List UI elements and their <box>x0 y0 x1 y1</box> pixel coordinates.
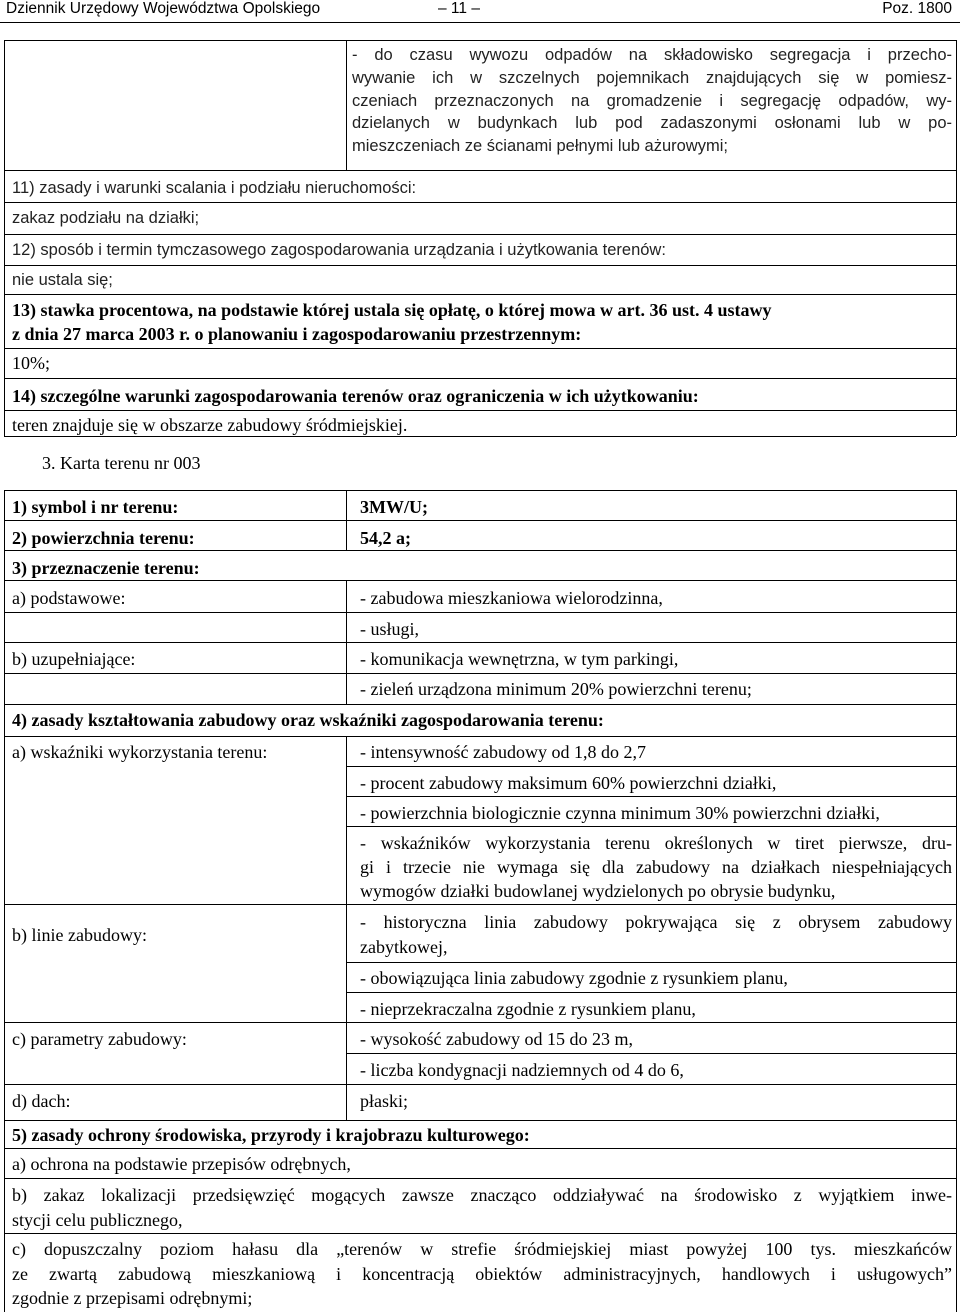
page-number: – 11 – <box>438 0 480 17</box>
item-14-heading: 14) szczególne warunki zagospodarowania terenów oraz ograniczenia w ich użytkowaniu: <box>12 386 699 406</box>
symbol-label: 1) symbol i nr terenu: <box>12 497 179 517</box>
environment-b-line1: b) zakaz lokalizacji przedsięwzięć mogących zawsze znacząco oddziaływać na środowisko z wyjątkiem inwe- <box>12 1185 952 1205</box>
row-divider <box>4 904 956 905</box>
row-divider <box>4 642 956 643</box>
parameters-label: c) parametry zabudowy: <box>12 1029 187 1049</box>
row-divider <box>4 736 956 737</box>
supplementary-value-1: - komunikacja wewnętrzna, w tym parkingi, <box>360 649 679 669</box>
item-11-heading: 11) zasady i warunki scalania i podziału nieruchomości: <box>12 179 417 197</box>
page-header <box>0 0 960 22</box>
building-line-1-a: - historyczna linia zabudowy pokrywająca się z obrysem zabudowy <box>360 912 952 932</box>
row-divider <box>4 1148 956 1149</box>
rules-heading: 4) zasady kształtowania zabudowy oraz wskaźniki zagospodarowania terenu: <box>12 710 604 730</box>
row-divider <box>4 1022 956 1023</box>
environment-c-line1: c) dopuszczalny poziom hałasu dla „terenów w strefie śródmiejskiej miast powyżej 100 tys. mieszkańców <box>12 1239 952 1259</box>
row-divider <box>4 294 956 295</box>
journal-title: Dziennik Urzędowy Województwa Opolskiego <box>6 0 321 17</box>
paragraph-line: mieszczeniach ze ścianami pełnymi lub ażurowymi; <box>352 137 728 156</box>
supplementary-label: b) uzupełniające: <box>12 649 136 669</box>
indicators-label: a) wskaźniki wykorzystania terenu: <box>12 742 268 762</box>
table-border-bottom <box>4 436 956 437</box>
item-13-heading-line1: 13) stawka procentowa, na podstawie której ustala się opłatę, o której mowa w art. 36 ust. 4 ustawy <box>12 300 772 320</box>
row-divider <box>4 580 956 581</box>
row-divider <box>346 992 956 993</box>
row-divider <box>4 1084 956 1085</box>
row-divider <box>4 1233 956 1234</box>
row-divider <box>4 265 956 266</box>
row-divider <box>4 1178 956 1179</box>
item-13-text: 10%; <box>12 353 50 373</box>
row-divider <box>346 826 956 827</box>
row-divider <box>4 673 956 674</box>
row-divider <box>4 234 956 235</box>
table-border-top <box>4 40 956 41</box>
row-divider <box>346 766 956 767</box>
indicator-2: - procent zabudowy maksimum 60% powierzchni działki, <box>360 773 777 793</box>
basic-label: a) podstawowe: <box>12 588 126 608</box>
item-14-text: teren znajduje się w obszarze zabudowy śródmiejskiej. <box>12 415 408 435</box>
card-border-left <box>4 490 5 1312</box>
building-line-2: - obowiązująca linia zabudowy zgodnie z rysunkiem planu, <box>360 968 788 988</box>
card-title: 3. Karta terenu nr 003 <box>42 453 201 473</box>
row-divider <box>4 550 956 551</box>
row-divider <box>4 202 956 203</box>
indicator-4-line1: - wskaźników wykorzystania terenu określonych w tiret pierwsze, dru- <box>360 833 952 853</box>
waste-storage-paragraph <box>352 44 952 158</box>
header-rule <box>0 22 960 23</box>
environment-c-line3: zgodnie z przepisami odrębnymi; <box>12 1288 253 1308</box>
indicator-1: - intensywność zabudowy od 1,8 do 2,7 <box>360 742 646 762</box>
row-divider <box>4 410 956 411</box>
item-13-heading-line2: z dnia 27 marca 2003 r. o planowaniu i zagospodarowaniu przestrzennym: <box>12 324 582 344</box>
roof-label: d) dach: <box>12 1091 71 1111</box>
purpose-label: 3) przeznaczenie terenu: <box>12 558 200 578</box>
row-divider <box>4 520 956 521</box>
paragraph-line: czeniach przeznaczonych na gromadzenie i segregację odpadów, wy- <box>352 91 952 110</box>
building-line-1-b: zabytkowej, <box>360 937 448 957</box>
item-12-text: nie ustala się; <box>12 271 113 289</box>
parameter-2: - liczba kondygnacji nadziemnych od 4 do 6, <box>360 1060 684 1080</box>
row-divider <box>346 796 956 797</box>
row-divider <box>4 348 956 349</box>
paragraph-line: - do czasu wywozu odpadów na składowisko segregacja i przecho- <box>352 46 952 64</box>
item-12-heading: 12) sposób i termin tymczasowego zagospodarowania urządzania i użytkowania terenów: <box>12 241 666 259</box>
column-divider <box>346 736 347 1120</box>
basic-value-2: - usługi, <box>360 619 420 639</box>
position-number: Poz. 1800 <box>882 0 952 17</box>
item-11-text: zakaz podziału na działki; <box>12 209 200 227</box>
card-border-top <box>4 490 956 491</box>
row-divider <box>4 612 956 613</box>
environment-b-line2: stycji celu publicznego, <box>12 1210 183 1230</box>
environment-heading: 5) zasady ochrony środowiska, przyrody i krajobrazu kulturowego: <box>12 1125 530 1145</box>
table-border-right <box>956 40 957 436</box>
row-divider <box>346 962 956 963</box>
area-label: 2) powierzchnia terenu: <box>12 528 195 548</box>
area-value: 54,2 a; <box>360 528 411 548</box>
building-lines-label: b) linie zabudowy: <box>12 925 147 945</box>
row-divider <box>346 1053 956 1054</box>
indicator-3: - powierzchnia biologicznie czynna minimum 30% powierzchni działki, <box>360 803 880 823</box>
building-line-3: - nieprzekraczalna zgodnie z rysunkiem planu, <box>360 999 696 1019</box>
table-border-left <box>4 40 5 436</box>
row-divider <box>4 1120 956 1121</box>
card-border-right <box>956 490 957 1312</box>
row-divider <box>4 704 956 705</box>
indicator-4-line3: wymogów działki budowlanej wydzielonych po obrysie budynku, <box>360 881 836 901</box>
indicator-4-line2: gi i trzecie nie wymaga się dla zabudowy na działkach niespełniających <box>360 857 952 877</box>
roof-value: płaski; <box>360 1091 408 1111</box>
environment-c-line2: ze zwartą zabudową mieszkaniową i koncentracją obiektów administracyjnych, handlowych i usługowych” <box>12 1264 952 1284</box>
paragraph-line: wywanie ich w szczelnych pojemnikach znajdujących się w pomiesz- <box>352 68 952 87</box>
supplementary-value-2: - zieleń urządzona minimum 20% powierzchni terenu; <box>360 679 752 699</box>
cell-divider <box>346 40 347 170</box>
symbol-value: 3MW/U; <box>360 497 428 517</box>
environment-a: a) ochrona na podstawie przepisów odrębnych, <box>12 1154 351 1174</box>
row-divider <box>4 378 956 379</box>
parameter-1: - wysokość zabudowy od 15 do 23 m, <box>360 1029 633 1049</box>
paragraph-line: dzielanych w budynkach lub pod zadaszonymi osłonami lub w po- <box>352 114 952 133</box>
row-divider <box>4 170 956 171</box>
basic-value-1: - zabudowa mieszkaniowa wielorodzinna, <box>360 588 663 608</box>
